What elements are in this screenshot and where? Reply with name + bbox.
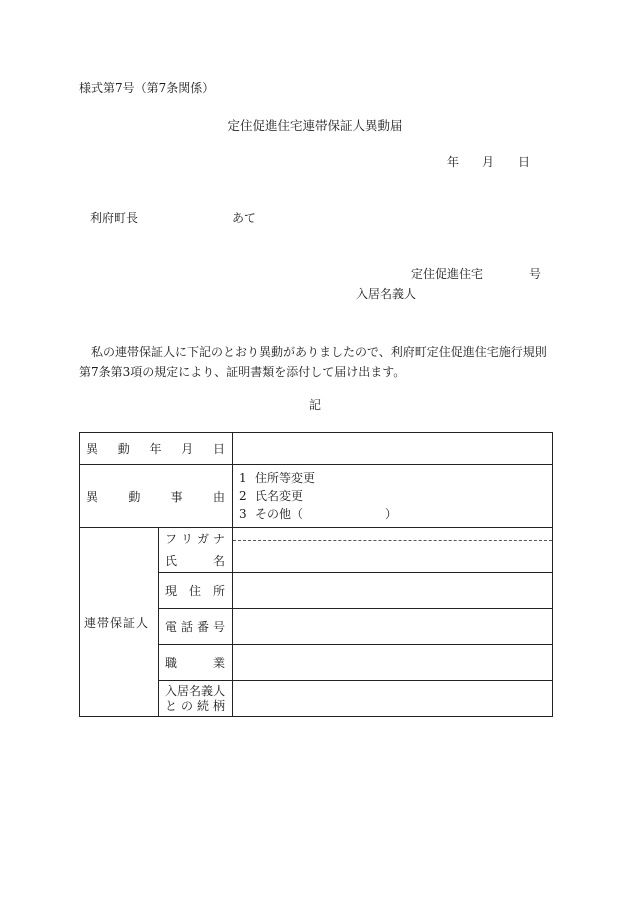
- guarantor-name-field[interactable]: [233, 528, 553, 573]
- relation-label-cell: [159, 681, 233, 717]
- relation-label-char: と: [165, 698, 178, 713]
- applicant-name-label: 入居名義人: [356, 287, 417, 301]
- form-number: 様式第7号（第7条関係）: [79, 81, 215, 95]
- addressee-suffix: あて: [232, 211, 257, 225]
- furigana-label-char: ガ: [197, 532, 210, 546]
- change-reason-label-char: 異: [86, 489, 99, 504]
- date-day-label: 日: [518, 155, 531, 169]
- change-reason-label-cell: [80, 465, 233, 528]
- phone-label-char: 号: [213, 620, 226, 634]
- relation-label-char: 続: [197, 698, 210, 713]
- furigana-label-char: ナ: [213, 532, 226, 546]
- address-label-char: 現: [165, 584, 178, 598]
- relation-label-char: の: [181, 698, 194, 713]
- change-date-label-cell: [80, 433, 233, 465]
- reason-option-address[interactable]: [239, 469, 546, 487]
- change-reason-label-char: 由: [212, 489, 225, 504]
- table-row-guarantor-name: [80, 528, 553, 573]
- ki-heading: 記: [308, 398, 321, 412]
- addressee-name: 利府町長: [90, 211, 139, 225]
- phone-label-char: 話: [181, 620, 194, 634]
- furigana-label-char: フ: [165, 532, 178, 546]
- document-title: 定住促進住宅連帯保証人異動届: [227, 118, 403, 133]
- reason-number: 1: [239, 471, 247, 485]
- relation-label-char: 居: [177, 683, 190, 698]
- furigana-label-char: リ: [181, 532, 194, 546]
- name-label-char: 名: [213, 554, 226, 568]
- reason-text: 住所等変更: [255, 471, 316, 485]
- change-date-label-char: 異: [86, 442, 99, 456]
- reason-close-paren: ）: [385, 507, 398, 521]
- phone-label-char: 電: [165, 620, 178, 634]
- change-date-label-char: 動: [117, 442, 130, 456]
- change-notice-table: [79, 432, 553, 717]
- reason-number: 3: [239, 507, 247, 521]
- guarantor-label: 連帯保証人: [84, 615, 150, 630]
- address-label-char: 住: [189, 584, 202, 598]
- relation-label-char: 人: [213, 683, 226, 698]
- furigana-name-label-cell: [159, 528, 233, 573]
- guarantor-address-field[interactable]: [233, 573, 553, 609]
- reason-number: 2: [239, 489, 247, 503]
- applicant-unit-label: 定住促進住宅: [411, 267, 484, 281]
- relation-label-char: 名: [189, 683, 202, 698]
- relation-label-char: 柄: [213, 698, 226, 713]
- date-year-label: 年: [447, 155, 460, 169]
- phone-label-char: 番: [197, 620, 210, 634]
- change-date-label-char: 月: [181, 442, 194, 456]
- change-date-label-char: 年: [149, 442, 162, 456]
- job-label-char: 業: [213, 656, 226, 670]
- furigana-divider: [233, 540, 552, 541]
- applicant-unit-suffix: 号: [529, 267, 542, 281]
- guarantor-label-cell: [80, 528, 159, 717]
- guarantor-relation-field[interactable]: [233, 681, 553, 717]
- change-reason-options: [233, 465, 553, 528]
- job-label-char: 職: [165, 656, 178, 670]
- job-label-cell: [159, 645, 233, 681]
- relation-label-char: 入: [165, 683, 178, 698]
- table-row-change-date: [80, 433, 553, 465]
- reason-text: 氏名変更: [255, 489, 304, 503]
- name-label-char: 氏: [165, 554, 178, 568]
- change-reason-label-char: 事: [170, 489, 183, 504]
- table-row-change-reason: [80, 465, 553, 528]
- change-reason-label-char: 動: [128, 489, 141, 504]
- reason-option-other[interactable]: [239, 505, 546, 523]
- date-month-label: 月: [482, 155, 495, 169]
- change-date-label-char: 日: [213, 442, 226, 456]
- address-label-char: 所: [213, 584, 226, 598]
- reason-text: その他（: [255, 507, 304, 521]
- body-text: 私の連帯保証人に下記のとおり異動がありましたので、利府町定住促進住宅施行規則第7条第3項の規定により、証明書類を添付して届け出ます。: [79, 345, 547, 379]
- address-label-cell: [159, 573, 233, 609]
- phone-label-cell: [159, 609, 233, 645]
- relation-label-char: 義: [201, 683, 214, 698]
- reason-option-name[interactable]: [239, 487, 546, 505]
- change-date-field[interactable]: [233, 433, 553, 465]
- guarantor-phone-field[interactable]: [233, 609, 553, 645]
- guarantor-job-field[interactable]: [233, 645, 553, 681]
